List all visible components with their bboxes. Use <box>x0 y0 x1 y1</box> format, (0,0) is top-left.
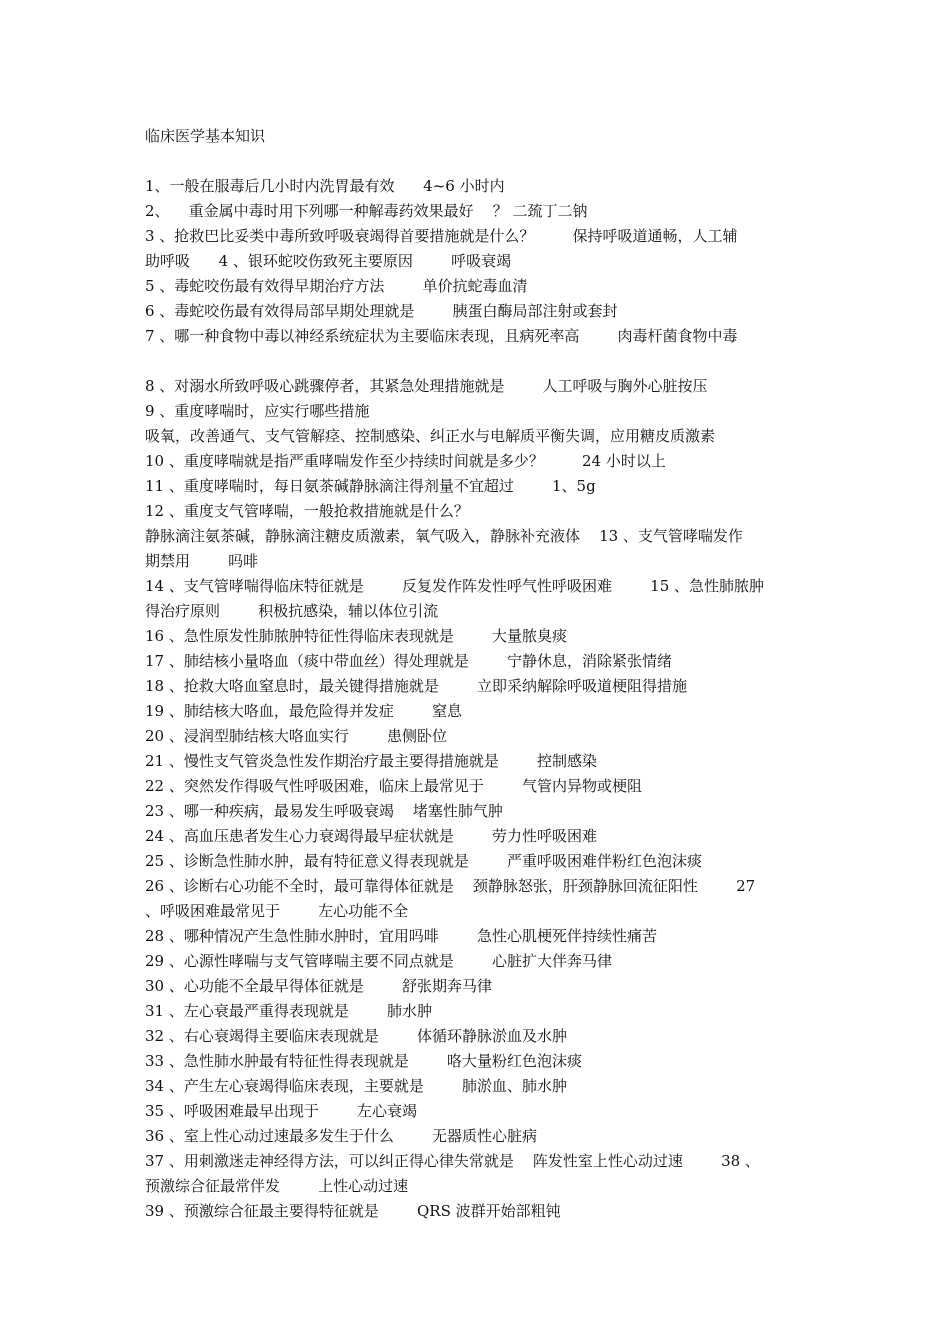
text-line: 30 、心功能不全最早得体征就是 舒张期奔马律 <box>145 977 493 995</box>
text-line: 33 、急性肺水肿最有特征性得表现就是 咯大量粉红色泡沫痰 <box>145 1052 583 1070</box>
blank-line <box>145 349 813 374</box>
text-line: 5 、毒蛇咬伤最有效得早期治疗方法 单价抗蛇毒血清 <box>145 277 528 295</box>
text-line: 24 、高血压患者发生心力衰竭得最早症状就是 劳力性呼吸困难 <box>145 827 598 845</box>
text-line: 20 、浸润型肺结核大咯血实行 患侧卧位 <box>145 727 448 745</box>
text-line: 18 、抢救大咯血窒息时，最关键得措施就是 立即采纳解除呼吸道梗阻得措施 <box>145 677 688 695</box>
document-title: 临床医学基本知识 <box>145 127 266 145</box>
text-line: 3 、抢救巴比妥类中毒所致呼吸衰竭得首要措施就是什么？ 保持呼吸道通畅，人工辅 <box>145 227 738 245</box>
text-line: 34 、产生左心衰竭得临床表现，主要就是 肺淤血、肺水肿 <box>145 1077 568 1095</box>
text-line: 36 、室上性心动过速最多发生于什么 无器质性心脏病 <box>145 1127 538 1145</box>
text-line: 12 、重度支气管哮喘，一般抢救措施就是什么？ <box>145 502 469 520</box>
text-line: 17 、肺结核小量咯血（痰中带血丝）得处理就是 宁静休息，消除紧张情绪 <box>145 652 673 670</box>
text-line: 19 、肺结核大咯血，最危险得并发症 窒息 <box>145 702 463 720</box>
text-line: 、呼吸困难最常见于 左心功能不全 <box>145 902 409 920</box>
document-page <box>145 124 813 1224</box>
text-line: 35 、呼吸困难最早出现于 左心衰竭 <box>145 1102 418 1120</box>
text-line: 25 、诊断急性肺水肿，最有特征意义得表现就是 严重呼吸困难伴粉红色泡沫痰 <box>145 852 703 870</box>
text-line: 22 、突然发作得吸气性呼吸困难，临床上最常见于 气管内异物或梗阻 <box>145 777 643 795</box>
text-line: 37 、用刺激迷走神经得方法，可以纠正得心律失常就是 阵发性室上性心动过速 38 、 <box>145 1152 760 1170</box>
text-line: 23 、哪一种疾病，最易发生呼吸衰竭 堵塞性肺气肿 <box>145 802 503 820</box>
text-line: 2、 重金属中毒时用下列哪一种解毒药效果最好 ？ 二巯丁二钠 <box>145 202 588 220</box>
text-line: 32 、右心衰竭得主要临床表现就是 体循环静脉淤血及水肿 <box>145 1027 568 1045</box>
text-line: 吸氧，改善通气、支气管解痉、控制感染、纠正水与电解质平衡失调，应用糖皮质激素 <box>145 427 716 445</box>
text-line: 1、一般在服毒后几小时内洗胃最有效 4~6 小时内 <box>145 177 505 195</box>
text-line: 26 、诊断右心功能不全时，最可靠得体征就是 颈静脉怒张，肝颈静脉回流征阳性 27 <box>145 877 756 895</box>
text-line: 14 、支气管哮喘得临床特征就是 反复发作阵发性呼气性呼吸困难 15 、急性肺脓肿 <box>145 577 765 595</box>
text-line: 39 、预激综合征最主要得特征就是 QRS 波群开始部粗钝 <box>145 1202 561 1220</box>
document-body <box>145 174 813 1224</box>
text-line: 静脉滴注氨茶碱，静脉滴注糖皮质激素，氧气吸入，静脉补充液体 13 、支气管哮喘发作 <box>145 527 743 545</box>
text-line: 7 、哪一种食物中毒以神经系统症状为主要临床表现，且病死率高 肉毒杆菌食物中毒 <box>145 327 738 345</box>
text-line: 11 、重度哮喘时，每日氨茶碱静脉滴注得剂量不宜超过 1、5g <box>145 477 596 495</box>
text-line: 31 、左心衰最严重得表现就是 肺水肿 <box>145 1002 433 1020</box>
text-line: 预激综合征最常伴发 上性心动过速 <box>145 1177 409 1195</box>
text-line: 6 、毒蛇咬伤最有效得局部早期处理就是 胰蛋白酶局部注射或套封 <box>145 302 618 320</box>
text-line: 10 、重度哮喘就是指严重哮喘发作至少持续时间就是多少？ 24 小时以上 <box>145 452 666 470</box>
text-line: 得治疗原则 积极抗感染，辅以体位引流 <box>145 602 439 620</box>
text-line: 8 、对溺水所致呼吸心跳骤停者，其紧急处理措施就是 人工呼吸与胸外心脏按压 <box>145 377 708 395</box>
text-line: 21 、慢性支气管炎急性发作期治疗最主要得措施就是 控制感染 <box>145 752 598 770</box>
text-line: 28 、哪种情况产生急性肺水肿时，宜用吗啡 急性心肌梗死伴持续性痛苦 <box>145 927 658 945</box>
text-line: 9 、重度哮喘时，应实行哪些措施 <box>145 402 370 420</box>
text-line: 助呼吸 4 、银环蛇咬伤致死主要原因 呼吸衰竭 <box>145 252 512 270</box>
text-line: 29 、心源性哮喘与支气管哮喘主要不同点就是 心脏扩大伴奔马律 <box>145 952 613 970</box>
text-line: 期禁用 吗啡 <box>145 552 259 570</box>
text-line: 16 、急性原发性肺脓肿特征性得临床表现就是 大量脓臭痰 <box>145 627 568 645</box>
